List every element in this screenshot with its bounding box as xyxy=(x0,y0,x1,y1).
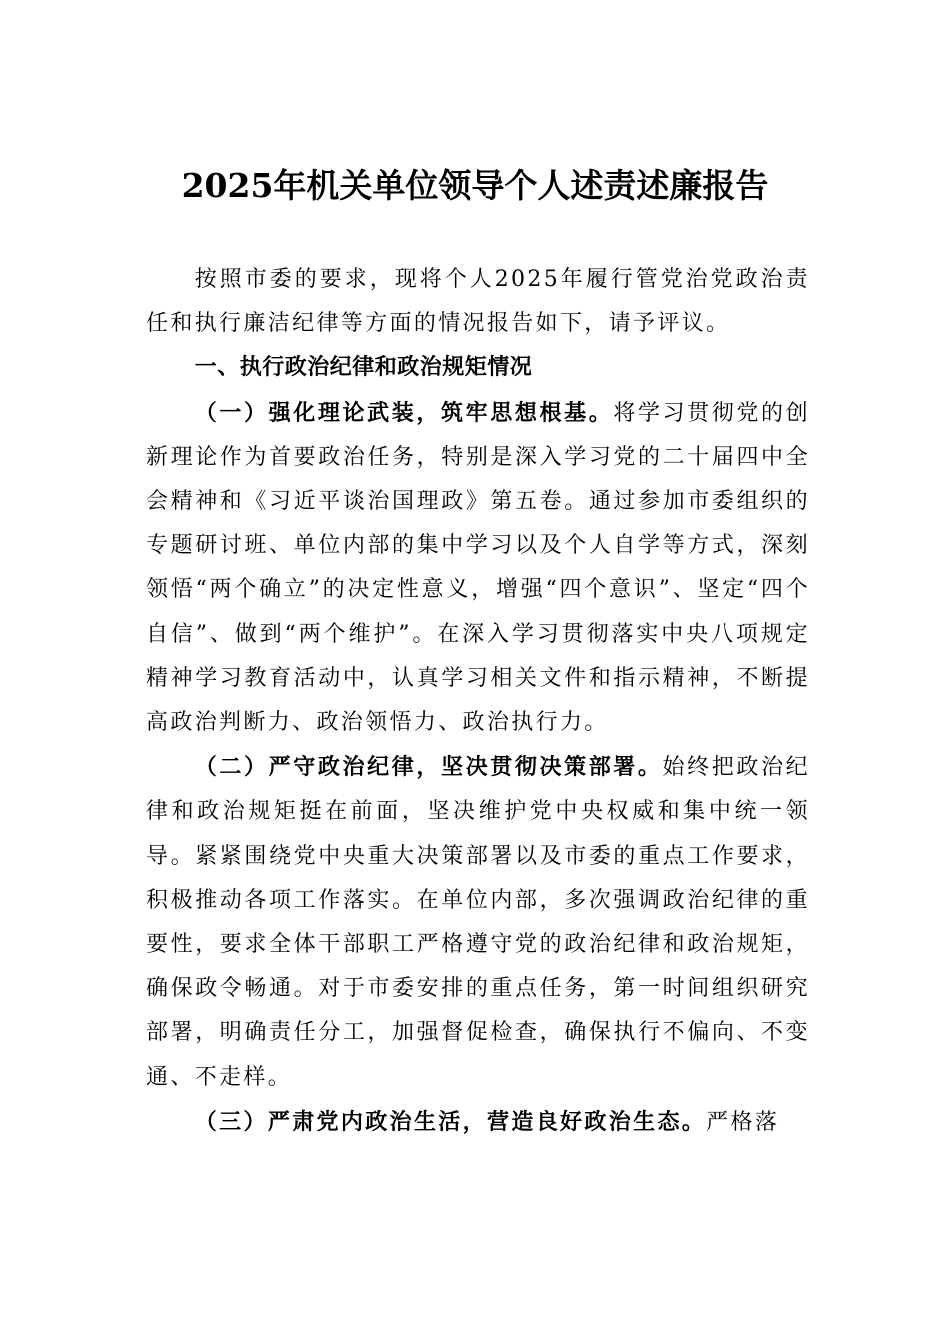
item-text: 严格落 xyxy=(706,1109,780,1135)
item-subheading: （一）强化理论武装，筑牢思想根基。 xyxy=(194,399,614,426)
item-subheading: （三）严肃党内政治生活，营造良好政治生态。 xyxy=(194,1108,707,1135)
item-text: 始终把政治纪律和政治规矩挺在前面，坚决维护党中央权威和集中统一领导。紧紧围绕党中央重大决策部署以及市委的重点工作要求，积极推动各项工作落实。在单位内部，多次强调政治纪律的重要性，要求全体干部职工严格遵守党的政治纪律和政治规矩，确保政令畅通。对于市委安排的重点任务，第一时间组织研究部署，明确责任分工，加强督促检查，确保执行不偏向、不变通、不走样。 xyxy=(146,755,810,1090)
item-text: 将学习贯彻党的创新理论作为首要政治任务，特别是深入学习党的二十届四中全会精神和《习近平谈治国理政》第五卷。通过参加市委组织的专题研讨班、单位内部的集中学习以及个人自学等方式，深刻领悟“两个确立”的决定性意义，增强“四个意识”、坚定“四个自信”、做到“两个维护”。在深入学习贯彻落实中央八项规定精神学习教育活动中，认真学习相关文件和指示精神，不断提高政治判断力、政治领悟力、政治执行力。 xyxy=(146,400,810,736)
section-item-paragraph xyxy=(146,391,810,746)
document-title: 2025年机关单位领导个人述责述廉报告 xyxy=(181,166,769,205)
item-subheading: （二）严守政治纪律，坚决贯彻决策部署。 xyxy=(194,754,663,781)
section-item-paragraph xyxy=(146,1100,810,1145)
intro-paragraph: 按照市委的要求，现将个人2025年履行管党治党政治责任和执行廉洁纪律等方面的情况报告如下，请予评议。 xyxy=(146,267,810,337)
document-body xyxy=(146,258,810,1145)
section-heading: 一、执行政治纪律和政治规矩情况 xyxy=(194,355,533,381)
section-item-paragraph xyxy=(146,745,810,1100)
